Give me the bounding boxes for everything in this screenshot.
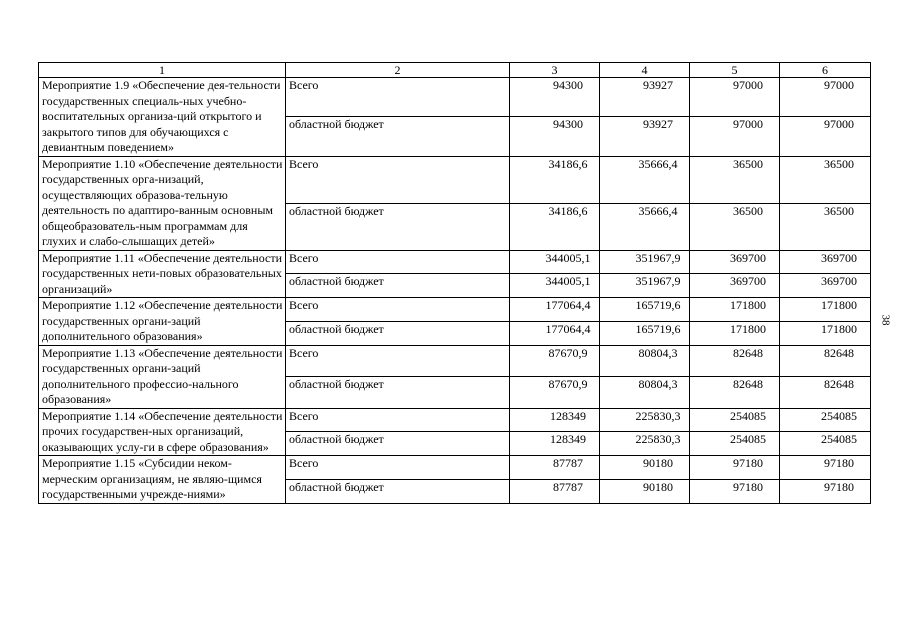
value-text: 351967,9 (635, 250, 681, 265)
value-cell (510, 377, 600, 409)
value-cell (780, 432, 871, 456)
value-cell (780, 479, 871, 503)
value-cell (600, 479, 690, 503)
value-cell (780, 321, 871, 345)
value-cell (600, 377, 690, 409)
value-text: 80804,3 (638, 345, 678, 360)
funding-source-cell: областной бюджет (286, 274, 510, 298)
value-cell (780, 156, 871, 203)
value-text: 87787 (553, 479, 583, 494)
value-cell (600, 78, 690, 117)
value-text: 34186,6 (548, 203, 588, 218)
value-text: 177064,4 (545, 298, 591, 312)
value-cell (510, 78, 600, 117)
table-row (39, 156, 871, 203)
measure-name-cell: Мероприятие 1.13 «Обеспечение деятельности государственных органи-заций дополнительного профессио-нального образования» (39, 345, 286, 408)
table-row (39, 78, 871, 117)
value-cell (510, 250, 600, 274)
value-text: 165719,6 (635, 321, 681, 336)
value-cell (690, 78, 780, 117)
measures-table (38, 62, 871, 504)
value-cell (690, 250, 780, 274)
value-cell (780, 274, 871, 298)
table-body (39, 78, 871, 504)
header-cell: 3 (510, 63, 600, 78)
value-text: 165719,6 (635, 298, 681, 312)
value-text: 35666,4 (638, 203, 678, 218)
value-cell (690, 117, 780, 156)
header-cell: 2 (286, 63, 510, 78)
header-cell: 6 (780, 63, 871, 78)
header-row (39, 63, 871, 78)
value-cell (780, 298, 871, 322)
value-text: 369700 (821, 274, 857, 289)
measure-name-cell: Мероприятие 1.12 «Обеспечение деятельности государственных органи-заций дополнительного образования» (39, 298, 286, 346)
funding-source-cell: областной бюджет (286, 117, 510, 156)
value-cell (780, 250, 871, 274)
value-cell (510, 479, 600, 503)
value-text: 254085 (730, 408, 766, 423)
value-text: 254085 (730, 432, 766, 447)
table-row (39, 250, 871, 274)
funding-source-cell: Всего (286, 345, 510, 377)
value-cell (510, 432, 600, 456)
value-cell (600, 117, 690, 156)
value-cell (600, 298, 690, 322)
value-cell (780, 377, 871, 409)
value-cell (510, 298, 600, 322)
table-row (39, 408, 871, 432)
value-text: 94300 (553, 117, 583, 132)
funding-source-cell: областной бюджет (286, 479, 510, 503)
funding-source-cell: областной бюджет (286, 203, 510, 250)
value-text: 97180 (824, 456, 854, 470)
value-cell (690, 377, 780, 409)
value-cell (510, 156, 600, 203)
value-text: 344005,1 (545, 250, 591, 265)
value-text: 254085 (821, 408, 857, 423)
measure-name-cell: Мероприятие 1.9 «Обеспечение дея-тельности государственных специаль-ных учебно-воспитательных организа-ций открытого и закрытого типов для обучающихся с девиантным поведением» (39, 78, 286, 157)
value-text: 35666,4 (638, 156, 678, 171)
value-cell (510, 408, 600, 432)
table-row (39, 456, 871, 480)
value-text: 97180 (733, 479, 763, 494)
value-text: 97000 (733, 117, 763, 132)
value-cell (690, 408, 780, 432)
funding-source-cell: областной бюджет (286, 432, 510, 456)
value-text: 171800 (730, 321, 766, 336)
value-cell (690, 479, 780, 503)
value-text: 82648 (824, 377, 854, 391)
funding-source-cell: Всего (286, 250, 510, 274)
value-text: 171800 (821, 298, 857, 312)
value-text: 90180 (643, 479, 673, 494)
funding-source-cell: областной бюджет (286, 321, 510, 345)
measure-name-cell: Мероприятие 1.15 «Субсидии неком-мерческим организациям, не являю-щимся государственными учрежде-ниями» (39, 456, 286, 504)
funding-source-cell: Всего (286, 156, 510, 203)
value-text: 225830,3 (635, 432, 681, 447)
value-text: 177064,4 (545, 321, 591, 336)
value-cell (690, 274, 780, 298)
value-text: 87670,9 (548, 377, 588, 391)
value-text: 369700 (730, 274, 766, 289)
funding-source-cell: Всего (286, 78, 510, 117)
value-cell (690, 156, 780, 203)
funding-source-cell: Всего (286, 456, 510, 480)
value-text: 36500 (824, 156, 854, 171)
value-text: 97000 (824, 78, 854, 92)
header-cell: 1 (39, 63, 286, 78)
measure-name-cell: Мероприятие 1.10 «Обеспечение деятельности государственных орга-низаций, осуществляющих образова-тельную деятельность по адаптиро-ванным основным общеобразователь-ным программам для глухих и слабо-слышащих детей» (39, 156, 286, 250)
value-cell (780, 345, 871, 377)
value-text: 87670,9 (548, 345, 588, 360)
value-cell (780, 408, 871, 432)
value-text: 369700 (821, 250, 857, 265)
table-row (39, 345, 871, 377)
value-cell (600, 274, 690, 298)
funding-source-cell: областной бюджет (286, 377, 510, 409)
value-text: 97000 (733, 78, 763, 92)
value-text: 82648 (733, 345, 763, 360)
funding-source-cell: Всего (286, 408, 510, 432)
page-number: 38 (879, 314, 892, 326)
measure-name-cell: Мероприятие 1.14 «Обеспечение деятельности прочих государствен-ных организаций, оказывающих услу-ги в сфере образования» (39, 408, 286, 456)
value-text: 36500 (733, 156, 763, 171)
value-text: 171800 (730, 298, 766, 312)
value-cell (690, 321, 780, 345)
value-text: 351967,9 (635, 274, 681, 289)
value-cell (510, 274, 600, 298)
value-text: 36500 (824, 203, 854, 218)
value-text: 82648 (733, 377, 763, 391)
value-cell (600, 156, 690, 203)
value-cell (600, 456, 690, 480)
value-text: 128349 (550, 432, 586, 447)
value-text: 171800 (821, 321, 857, 336)
value-cell (600, 321, 690, 345)
header-cell: 5 (690, 63, 780, 78)
table-row (39, 298, 871, 322)
value-cell (600, 408, 690, 432)
value-cell (780, 456, 871, 480)
value-cell (510, 456, 600, 480)
value-text: 93927 (643, 117, 673, 132)
header-cell: 4 (600, 63, 690, 78)
value-cell (510, 345, 600, 377)
value-cell (510, 321, 600, 345)
value-text: 97180 (733, 456, 763, 470)
value-cell (690, 456, 780, 480)
value-cell (600, 345, 690, 377)
funding-source-cell: Всего (286, 298, 510, 322)
value-cell (690, 298, 780, 322)
measure-name-cell: Мероприятие 1.11 «Обеспечение деятельности государственных нети-повых образовательных организаций» (39, 250, 286, 298)
value-text: 36500 (733, 203, 763, 218)
value-text: 80804,3 (638, 377, 678, 391)
value-text: 34186,6 (548, 156, 588, 171)
value-text: 344005,1 (545, 274, 591, 289)
value-text: 93927 (643, 78, 673, 92)
value-cell (600, 250, 690, 274)
value-text: 90180 (643, 456, 673, 470)
value-cell (690, 203, 780, 250)
value-text: 87787 (553, 456, 583, 470)
value-cell (780, 78, 871, 117)
value-text: 225830,3 (635, 408, 681, 423)
value-text: 97000 (824, 117, 854, 132)
value-cell (510, 203, 600, 250)
value-cell (690, 432, 780, 456)
value-cell (780, 203, 871, 250)
value-text: 128349 (550, 408, 586, 423)
value-text: 369700 (730, 250, 766, 265)
value-text: 254085 (821, 432, 857, 447)
value-cell (510, 117, 600, 156)
value-cell (780, 117, 871, 156)
value-cell (600, 203, 690, 250)
value-text: 94300 (553, 78, 583, 92)
value-text: 97180 (824, 479, 854, 494)
value-cell (690, 345, 780, 377)
value-text: 82648 (824, 345, 854, 360)
value-cell (600, 432, 690, 456)
